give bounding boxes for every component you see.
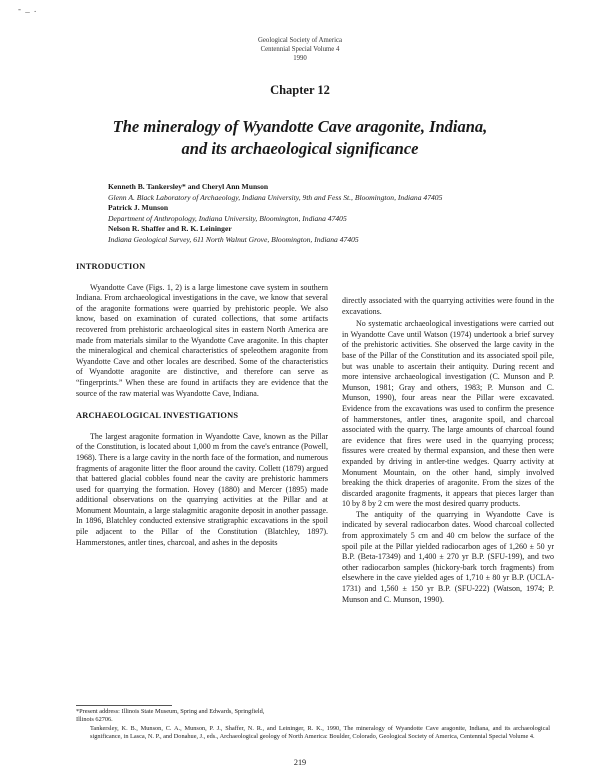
chapter-label: Chapter 12 xyxy=(270,83,330,97)
author-affiliation-1: Glenn A. Black Laboratory of Archaeology, Indiana University, 9th and Fess St., Bloomington, Indiana 47405 xyxy=(108,192,443,202)
author-names-3: Nelson R. Shaffer and R. K. Leininger xyxy=(108,224,232,233)
arch-paragraph: The largest aragonite formation in Wyandotte Cave, known as the Pillar of the Constitution, is located about 1,000 m from the cave's entrance (Powell, 1968). There is a large cavity in the north face of the formation, and numerous fragments of aragonite litter the floor around the cavity. Collett (1879) argued that battered glacial cobbles found near the cavity are prehistoric hammers used for quarrying the formation. Hovey (1880) and Mercer (1895) made additional observations on the quarrying activities at the Pillar and at Monument Mountain, a large stalagmitic aragonite deposit in another passage. In 1896, Blatchley conducted extensive stratigraphic excavations in the spoil pile adjacent to the Pillar of the Constitution (Blatchley, 1897). Hammerstones, antler tines, charcoal, and ashes in the deposits xyxy=(76,431,328,547)
title-line-2: and its archaeological significance xyxy=(181,139,419,158)
footnote-line-2: Illinois 62706. xyxy=(76,716,113,723)
title-line-1: The mineralogy of Wyandotte Cave aragonite, Indiana, xyxy=(112,117,488,136)
author-names-1: Kenneth B. Tankersley* and Cheryl Ann Munson xyxy=(108,182,269,191)
right-paragraph-2: No systematic archaeological investigations were carried out in Wyandotte Cave until Watson (1974) undertook a brief survey of the prehistoric activities. She observed the large cavity in the base of the Pillar of the Constitution and its associated spoil pile, but was unable to ascertain their antiquity. During recent and more intensive archaeological investigation (C. Munson and P. Munson, 1981; Gray and others, 1983; P. Munson and C. Munson, 1990), four areas near the Pillar were excavated. Evidence from the excavations was used to confirm the presence of hammerstones, antler tines, aragonite spoil, and charcoal associated with the quarry. The large amounts of charcoal found are evidence that fires were used in the quarrying process; fissures were created by thermal expansion, and these then were expanded by driving in antler-tine wedges. Quarry activity at Monument Mountain, on the other hand, simply involved breaking the thick draperies of aragonite. From the sizes of the discarded aragonite fragments, it appears that pieces larger than 10 by 8 by 2 cm were the most desired quarry products. xyxy=(342,319,554,509)
publisher-line: Geological Society of America xyxy=(258,37,342,44)
author-affiliation-3: Indiana Geological Survey, 611 North Walnut Grove, Bloomington, Indiana 47405 xyxy=(108,234,359,244)
left-column xyxy=(76,262,328,548)
author-names-2: Patrick J. Munson xyxy=(108,203,169,212)
series-line: Centennial Special Volume 4 xyxy=(260,46,340,53)
citation: Tankersley, K. B., Munson, C. A., Munson, P. J., Shaffer, N. R., and Leininger, R. K., 1990, The mineralogy of Wyandotte Cave aragonite, Indiana, and its archaeological significance, in Lasca, N. P., and Donahue, J., eds., Archaeological geology of North America: Boulder, Colorado, Geological Society of America, Centennial Special Volume 4. xyxy=(90,725,550,741)
author-block xyxy=(108,182,548,245)
footnote-line-1: *Present address: Illinois State Museum, Spring and Edwards, Springfield, xyxy=(76,708,265,715)
year-line: 1990 xyxy=(293,55,307,62)
intro-paragraph: Wyandotte Cave (Figs. 1, 2) is a large limestone cave system in southern Indiana. From archaeological investigations in the cave, we know that several of the aragonite formations were quarried by prehistoric people. We also know, based on examination of curated collections, that some artifacts recovered from prehistoric archaeological sites in eastern North America are made from materials similar to the Wyandotte Cave aragonite. In this chapter the mineralogical and chemical characteristics of speleothem aragonite from Wyandotte Cave and other locales are described. Some of the characteristics of Wyandotte aragonite are distinctive, and therefore can serve as “fingerprints.” When these are found in artifacts they are evidence that the source of the raw material was Wyandotte Cave, Indiana. xyxy=(76,282,328,398)
right-paragraph-1: directly associated with the quarrying activities were found in the excavations. xyxy=(342,296,554,316)
author-affiliation-2: Department of Anthropology, Indiana University, Bloomington, Indiana 47405 xyxy=(108,213,347,223)
scan-mark: - _ . xyxy=(18,4,38,14)
arch-heading: ARCHAEOLOGICAL INVESTIGATIONS xyxy=(76,411,239,421)
intro-heading: INTRODUCTION xyxy=(76,262,146,271)
publisher-header xyxy=(0,36,600,63)
page-number: 219 xyxy=(293,758,307,767)
footnote-rule xyxy=(76,705,172,706)
paper-title xyxy=(0,116,600,160)
footnote xyxy=(76,708,332,724)
right-paragraph-3: The antiquity of the quarrying in Wyandotte Cave is indicated by several radiocarbon dates. Wood charcoal collected from approximately 5 cm and 40 cm below the surface of the spoil pile at the Pillar yielded radiocarbon ages of 1,260 ± 50 yr B.P. (Beta-17349) and 1,400 ± 270 yr B.P. (SFU-199), and two other radiocarbon samples (hickory-bark torch fragments) from elsewhere in the cave yielded ages of 1,710 ± 80 yr B.P. (UCLA-1731) and 1,560 ± 150 yr B.P. (SFU-222) (Watson, 1974; P. Munson and C. Munson, 1990). xyxy=(342,509,554,604)
right-column xyxy=(342,296,554,605)
